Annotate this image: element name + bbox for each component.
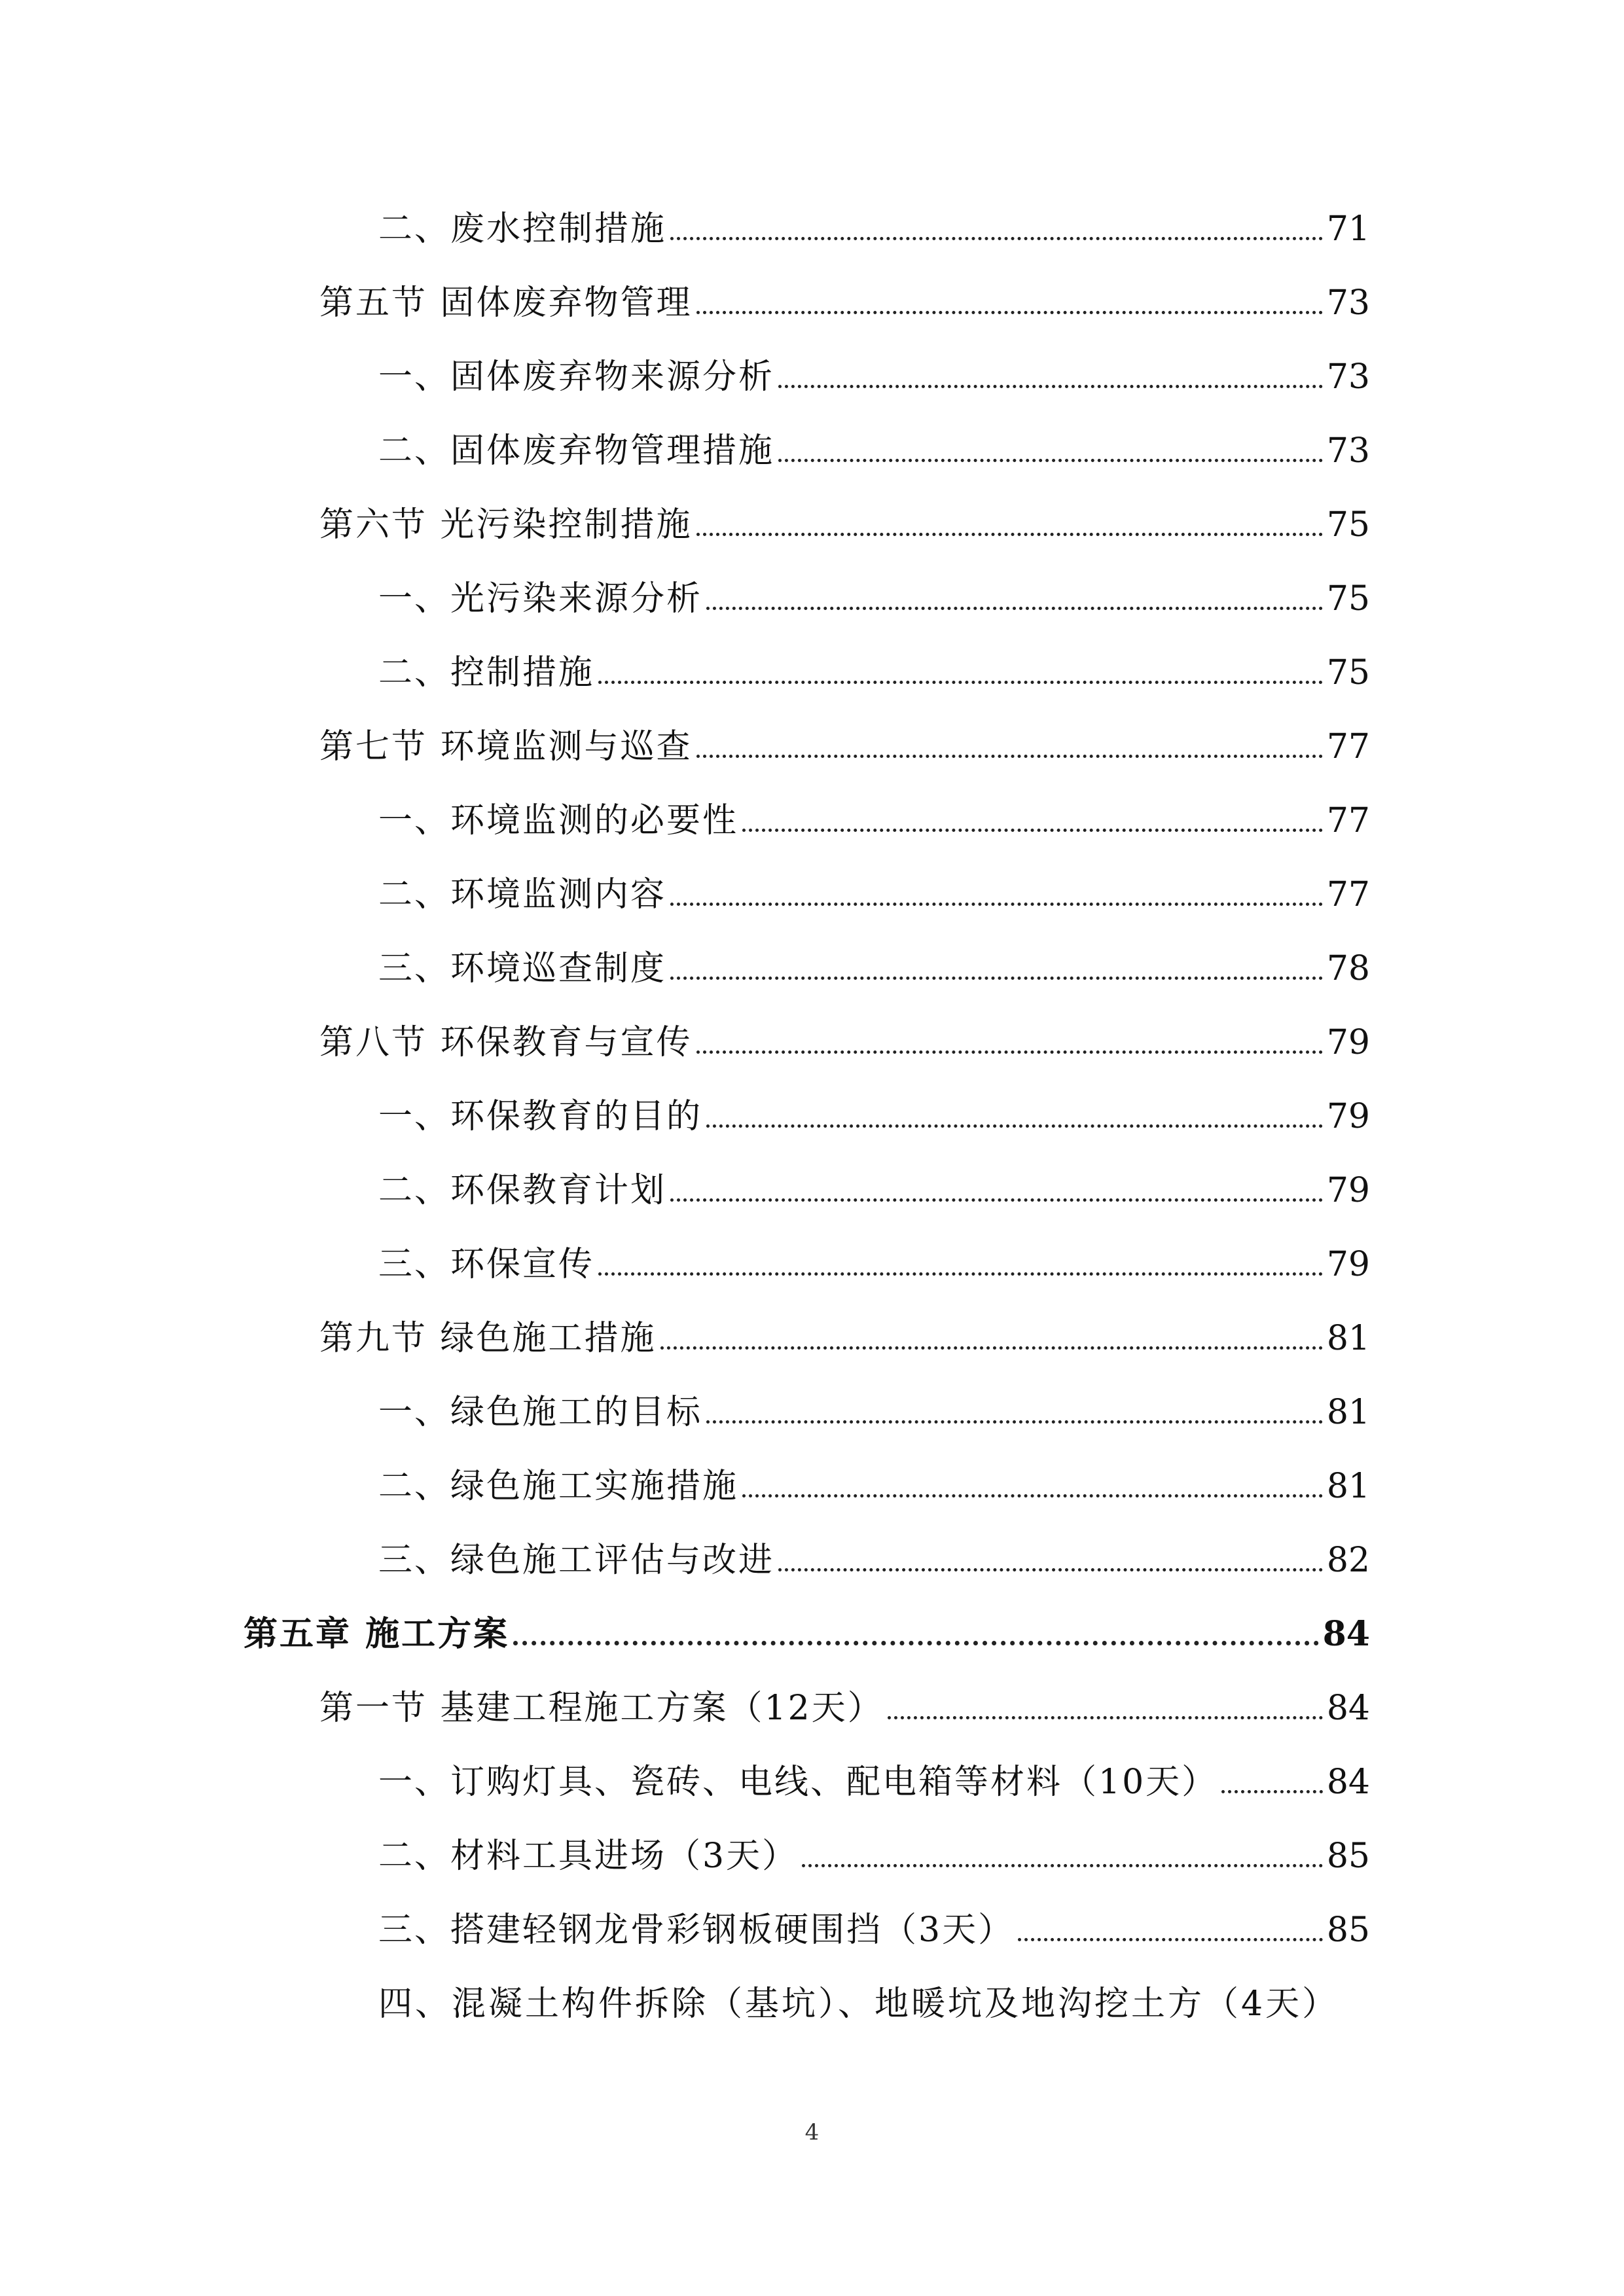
toc-dot-leader bbox=[598, 681, 1323, 684]
toc-entry[interactable] bbox=[319, 1297, 1370, 1358]
toc-entry-title: 一、绿色施工的目标 bbox=[378, 1393, 703, 1432]
toc-entry[interactable] bbox=[378, 557, 1370, 619]
toc-entry-title: 二、环境监测内容 bbox=[378, 875, 667, 914]
toc-entry-title: 三、环境巡查制度 bbox=[378, 949, 667, 988]
toc-entry-title: 二、环保教育计划 bbox=[378, 1171, 667, 1210]
toc-entry-title: 第一节 基建工程施工方案（12天） bbox=[319, 1689, 884, 1728]
toc-entry-title: 第五章 施工方案 bbox=[244, 1614, 510, 1654]
toc-entry[interactable] bbox=[244, 1592, 1370, 1654]
toc-entry-page: 73 bbox=[1326, 357, 1370, 397]
toc-entry-title: 二、控制措施 bbox=[378, 653, 595, 692]
toc-entry[interactable] bbox=[378, 1962, 1370, 2024]
toc-entry-page: 85 bbox=[1326, 1837, 1370, 1876]
toc-entry-page: 78 bbox=[1326, 949, 1370, 988]
toc-entry-page: 75 bbox=[1326, 579, 1370, 619]
toc-entry-title: 第七节 环境监测与巡查 bbox=[319, 727, 693, 766]
toc-dot-leader bbox=[706, 1420, 1323, 1424]
toc-entry-page: 84 bbox=[1326, 1763, 1370, 1802]
toc-entry[interactable] bbox=[378, 1149, 1370, 1208]
toc-entry-title: 第九节 绿色施工措施 bbox=[319, 1319, 657, 1358]
toc-entry[interactable] bbox=[378, 1518, 1370, 1580]
toc-entry-page: 79 bbox=[1326, 1171, 1370, 1210]
toc-entry-title: 四、混凝土构件拆除（基坑）、地暖坑及地沟挖土方（4天） bbox=[378, 1984, 1339, 2024]
toc-dot-leader bbox=[742, 829, 1323, 832]
page-number: 4 bbox=[804, 2119, 820, 2145]
toc-entry-page: 82 bbox=[1326, 1541, 1370, 1580]
toc-dot-leader bbox=[696, 533, 1323, 536]
toc-entry[interactable] bbox=[378, 1444, 1370, 1506]
toc-entry-page: 85 bbox=[1326, 1910, 1370, 1950]
toc-entry-title: 一、订购灯具、瓷砖、电线、配电箱等材料（10天） bbox=[378, 1763, 1218, 1802]
toc-entry-title: 第五节 固体废弃物管理 bbox=[319, 283, 693, 323]
toc-entry-page: 77 bbox=[1326, 801, 1370, 840]
toc-entry-page: 73 bbox=[1326, 283, 1370, 323]
toc-entry-title: 一、固体废弃物来源分析 bbox=[378, 357, 775, 397]
toc-entry-page: 79 bbox=[1326, 1097, 1370, 1136]
toc-dot-leader bbox=[513, 1641, 1319, 1645]
toc-dot-leader bbox=[696, 311, 1323, 314]
toc-entry-page: 84 bbox=[1322, 1614, 1370, 1654]
toc-entry-title: 二、固体废弃物管理措施 bbox=[378, 431, 775, 471]
toc-entry-page: 75 bbox=[1326, 653, 1370, 692]
toc-entry-title: 三、绿色施工评估与改进 bbox=[378, 1541, 775, 1580]
toc-dot-leader bbox=[1018, 1938, 1323, 1941]
toc-dot-leader bbox=[670, 903, 1323, 906]
toc-dot-leader bbox=[802, 1864, 1323, 1867]
toc-dot-leader bbox=[598, 1272, 1323, 1276]
toc-entry[interactable] bbox=[378, 1888, 1370, 1950]
toc-entry[interactable] bbox=[319, 261, 1370, 323]
toc-entry-page: 79 bbox=[1326, 1245, 1370, 1284]
toc-entry-page: 77 bbox=[1326, 727, 1370, 766]
toc-entry[interactable] bbox=[319, 705, 1370, 764]
toc-entry-page: 81 bbox=[1326, 1393, 1370, 1432]
toc-entry-page: 81 bbox=[1326, 1319, 1370, 1358]
toc-entry-title: 三、环保宣传 bbox=[378, 1245, 595, 1284]
toc-entry-page: 75 bbox=[1326, 505, 1370, 545]
toc-entry[interactable] bbox=[378, 631, 1370, 690]
toc-dot-leader bbox=[1221, 1790, 1323, 1793]
toc-entry[interactable] bbox=[378, 335, 1370, 397]
toc-entry-page: 73 bbox=[1326, 431, 1370, 471]
toc-dot-leader bbox=[888, 1716, 1323, 1719]
toc-dot-leader bbox=[778, 1568, 1323, 1571]
toc-dot-leader bbox=[660, 1346, 1323, 1350]
toc-entry[interactable] bbox=[378, 1371, 1370, 1432]
toc-entry-title: 第六节 光污染控制措施 bbox=[319, 505, 693, 545]
toc-dot-leader bbox=[670, 1198, 1323, 1202]
toc-dot-leader bbox=[670, 977, 1323, 980]
toc-entry[interactable] bbox=[319, 483, 1370, 545]
toc-entry[interactable] bbox=[378, 1740, 1370, 1802]
toc-entry-page: 81 bbox=[1326, 1467, 1370, 1506]
toc-entry[interactable] bbox=[378, 779, 1370, 838]
toc-dot-leader bbox=[706, 1124, 1323, 1128]
toc-dot-leader bbox=[706, 607, 1323, 610]
toc-entry[interactable] bbox=[319, 1666, 1370, 1728]
toc-entry[interactable] bbox=[378, 1223, 1370, 1282]
toc-entry[interactable] bbox=[319, 1001, 1370, 1060]
toc-dot-leader bbox=[742, 1494, 1323, 1498]
toc-entry[interactable] bbox=[378, 853, 1370, 912]
toc-entry-title: 二、废水控制措施 bbox=[378, 209, 667, 249]
toc-entry[interactable] bbox=[378, 1075, 1370, 1134]
toc-entry-page: 84 bbox=[1326, 1689, 1370, 1728]
toc-entry-title: 第八节 环保教育与宣传 bbox=[319, 1023, 693, 1062]
toc-entry-page: 79 bbox=[1326, 1023, 1370, 1062]
toc-dot-leader bbox=[670, 237, 1323, 240]
toc-entry-title: 一、环保教育的目的 bbox=[378, 1097, 703, 1136]
toc-entry[interactable] bbox=[378, 409, 1370, 471]
toc-entry[interactable] bbox=[378, 187, 1370, 249]
toc-entry-title: 三、搭建轻钢龙骨彩钢板硬围挡（3天） bbox=[378, 1910, 1015, 1950]
toc-entry-page: 71 bbox=[1326, 209, 1370, 249]
toc-dot-leader bbox=[696, 755, 1323, 758]
toc-entry[interactable] bbox=[378, 927, 1370, 986]
toc-entry-title: 二、材料工具进场（3天） bbox=[378, 1837, 799, 1876]
toc-entry-title: 一、光污染来源分析 bbox=[378, 579, 703, 619]
toc-dot-leader bbox=[778, 459, 1323, 462]
toc-entry-page: 77 bbox=[1326, 875, 1370, 914]
toc-entry-title: 二、绿色施工实施措施 bbox=[378, 1467, 739, 1506]
toc-dot-leader bbox=[778, 385, 1323, 388]
toc-dot-leader bbox=[696, 1050, 1323, 1054]
toc-entry-title: 一、环境监测的必要性 bbox=[378, 801, 739, 840]
toc-entry[interactable] bbox=[378, 1814, 1370, 1876]
